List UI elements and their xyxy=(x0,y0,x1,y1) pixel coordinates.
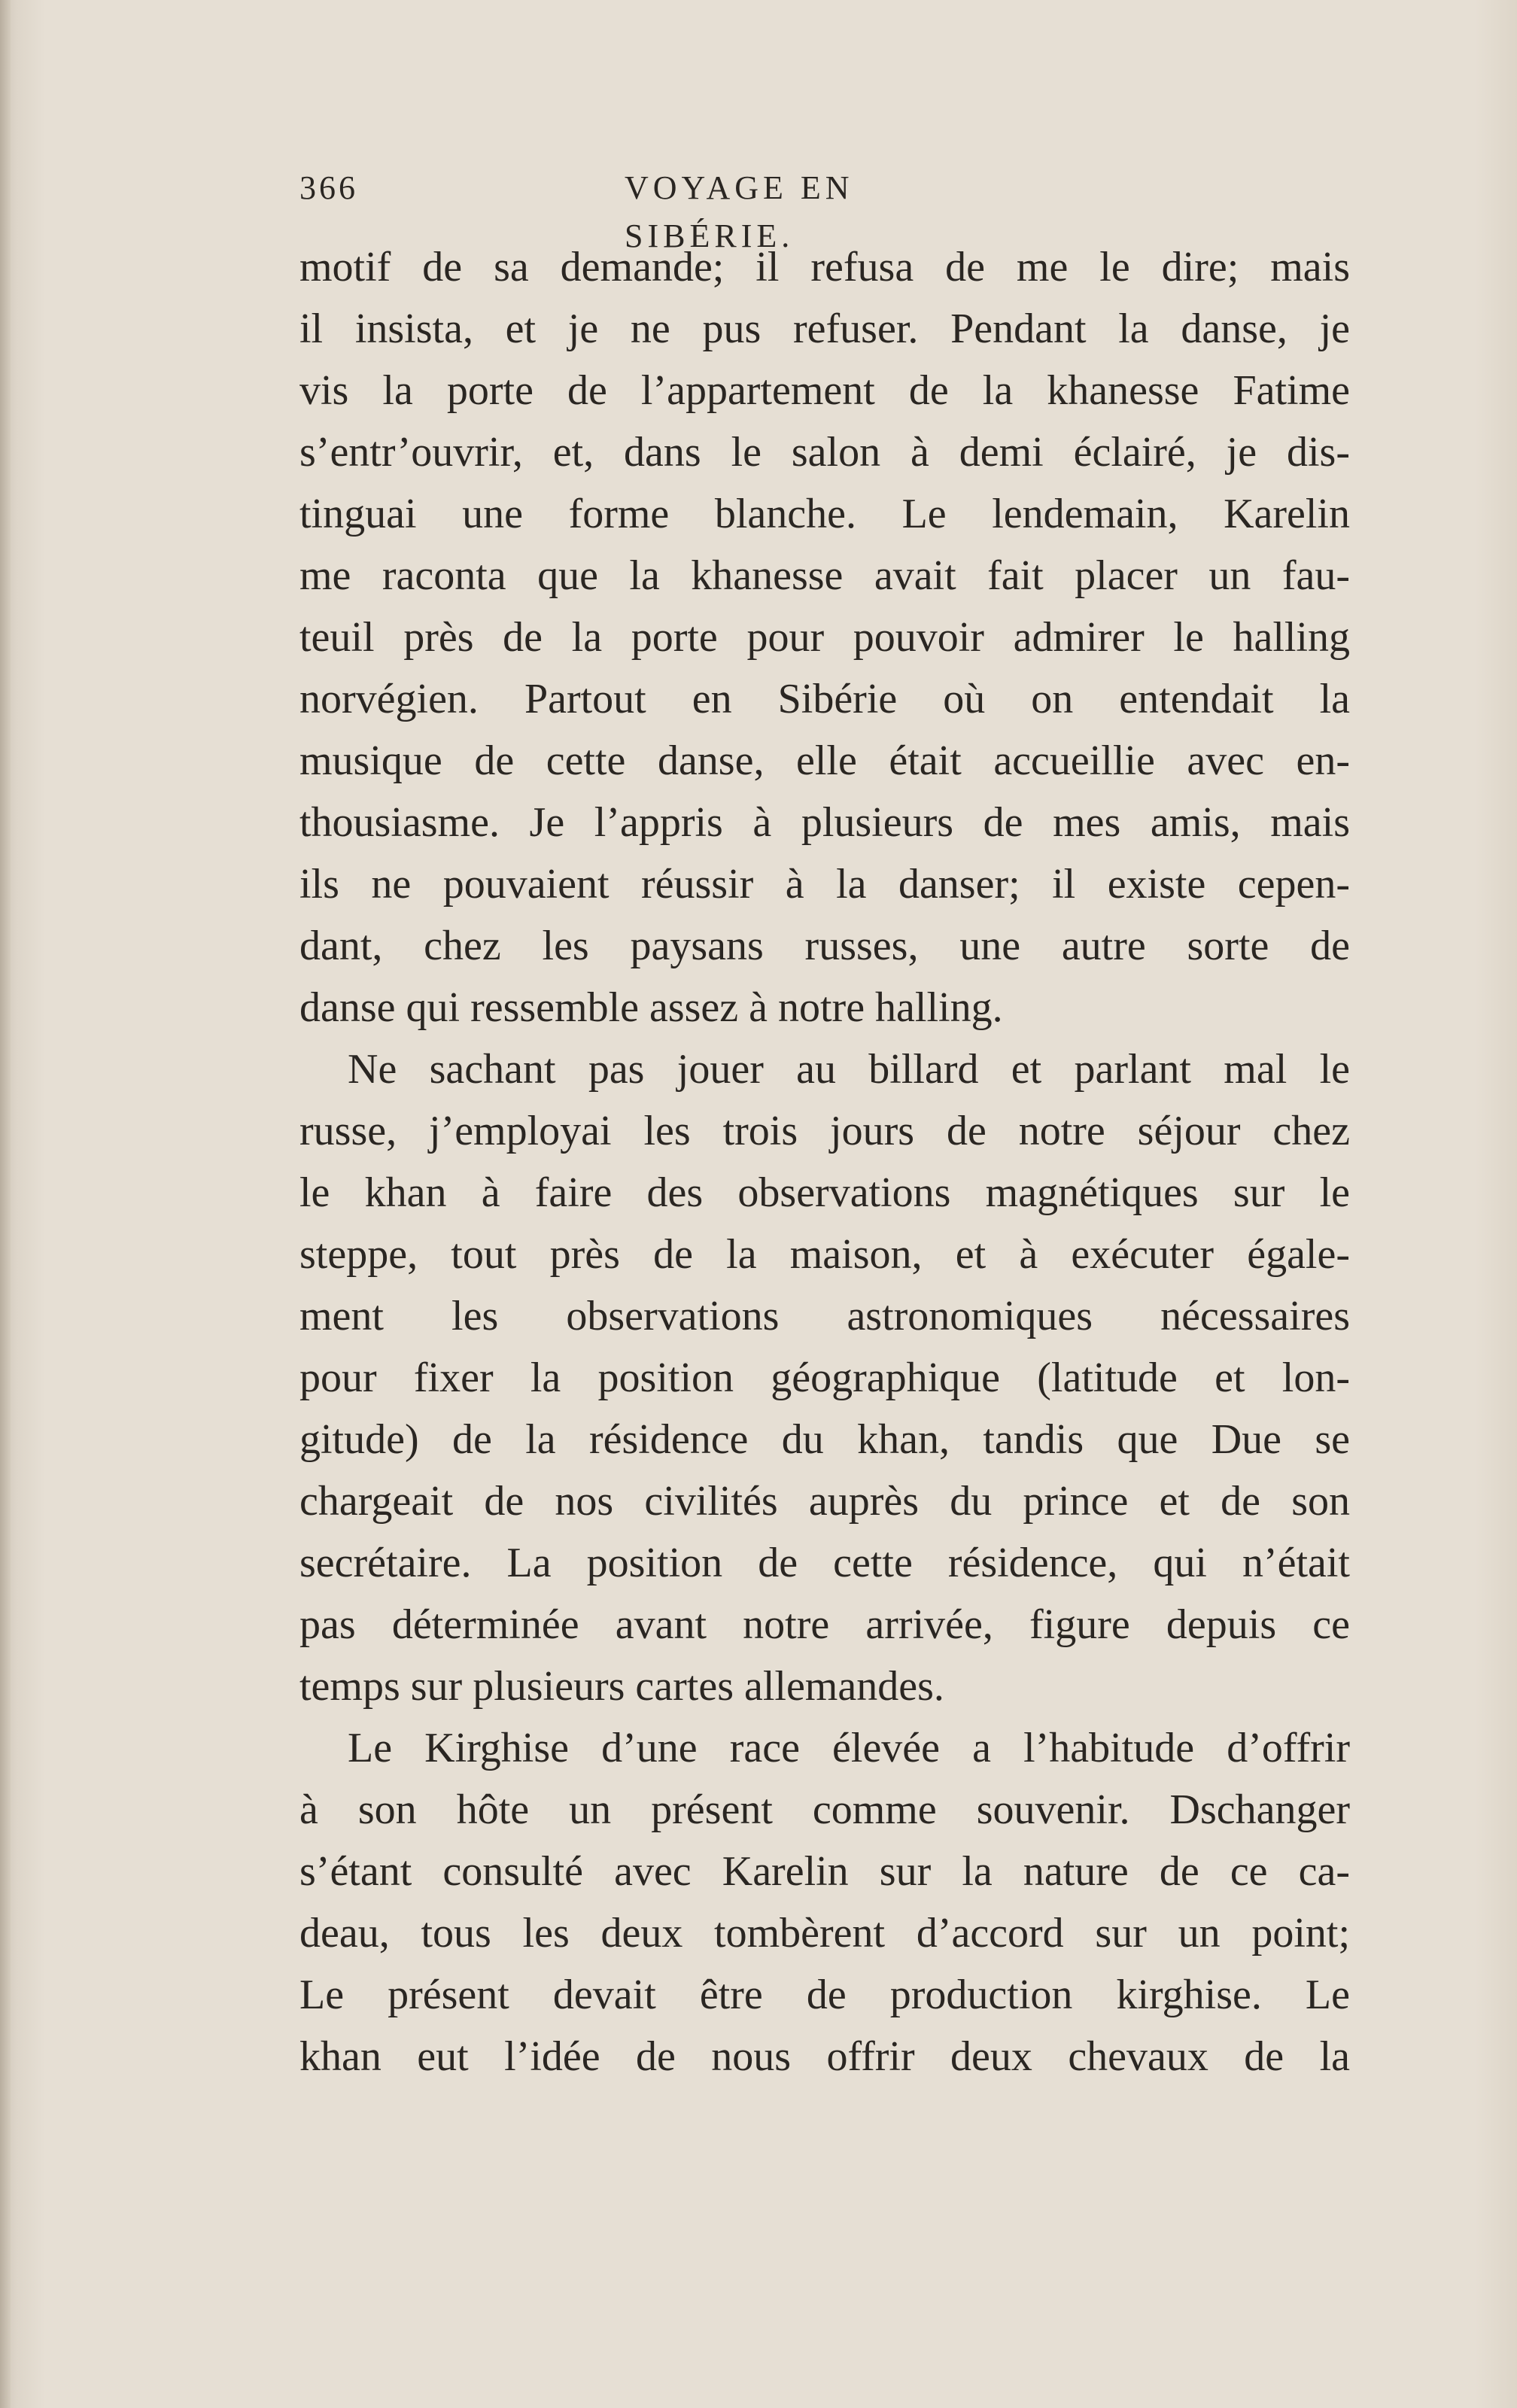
page-number: 366 xyxy=(299,169,358,206)
text-line: vis la porte de l’appartement de la khanesse Fatime xyxy=(299,367,1350,414)
text-line: il insista, et je ne pus refuser. Pendant la danse, je xyxy=(299,306,1350,352)
text-line: steppe, tout près de la maison, et à exécuter égale- xyxy=(299,1231,1350,1278)
text-line: teuil près de la porte pour pouvoir admirer le halling xyxy=(299,614,1350,661)
text-line: à son hôte un présent comme souvenir. Dschanger xyxy=(299,1786,1350,1833)
text-line: ment les observations astronomiques nécessaires xyxy=(299,1293,1350,1339)
running-title: VOYAGE EN SIBÉRIE. xyxy=(625,169,854,254)
page-gutter xyxy=(0,0,11,2408)
text-line: gitude) de la résidence du khan, tandis que Due se xyxy=(299,1416,1350,1463)
text-line: deau, tous les deux tombèrent d’accord sur un point; xyxy=(299,1910,1350,1956)
text-line: le khan à faire des observations magnétiques sur le xyxy=(299,1169,1350,1216)
text-line: khan eut l’idée de nous offrir deux chevaux de la xyxy=(299,2033,1350,2080)
text-line: dant, chez les paysans russes, une autre sorte de xyxy=(299,923,1350,969)
paragraph-1 xyxy=(299,236,1350,1038)
text-line: danse qui ressemble assez à notre halling. xyxy=(299,984,1003,1031)
paragraph-2 xyxy=(299,1038,1350,1717)
text-line: me raconta que la khanesse avait fait placer un fau- xyxy=(299,552,1350,599)
text-line: norvégien. Partout en Sibérie où on entendait la xyxy=(299,676,1350,722)
text-line: s’étant consulté avec Karelin sur la nature de ce ca- xyxy=(299,1848,1350,1895)
body-text xyxy=(299,236,1350,2087)
text-line: Le Kirghise d’une race élevée a l’habitude d’offrir xyxy=(348,1725,1350,1771)
running-head xyxy=(299,164,1029,254)
text-line: ils ne pouvaient réussir à la danser; il existe cepen- xyxy=(299,861,1350,908)
text-line: s’entr’ouvrir, et, dans le salon à demi éclairé, je dis- xyxy=(299,429,1350,476)
text-line: pas déterminée avant notre arrivée, figure depuis ce xyxy=(299,1601,1350,1648)
text-line: russe, j’employai les trois jours de notre séjour chez xyxy=(299,1108,1350,1154)
text-line: Ne sachant pas jouer au billard et parlant mal le xyxy=(348,1046,1350,1093)
paragraph-3 xyxy=(299,1717,1350,2087)
text-line: tinguai une forme blanche. Le lendemain, Karelin xyxy=(299,491,1350,537)
text-line: motif de sa demande; il refusa de me le dire; mais xyxy=(299,244,1350,290)
text-line: chargeait de nos civilités auprès du prince et de son xyxy=(299,1478,1350,1525)
text-line: temps sur plusieurs cartes allemandes. xyxy=(299,1663,944,1710)
text-line: secrétaire. La position de cette résidence, qui n’était xyxy=(299,1540,1350,1586)
text-line: pour fixer la position géographique (latitude et lon- xyxy=(299,1354,1350,1401)
text-line: musique de cette danse, elle était accueillie avec en- xyxy=(299,737,1350,784)
text-line: Le présent devait être de production kirghise. Le xyxy=(299,1972,1350,2018)
text-line: thousiasme. Je l’appris à plusieurs de mes amis, mais xyxy=(299,799,1350,846)
